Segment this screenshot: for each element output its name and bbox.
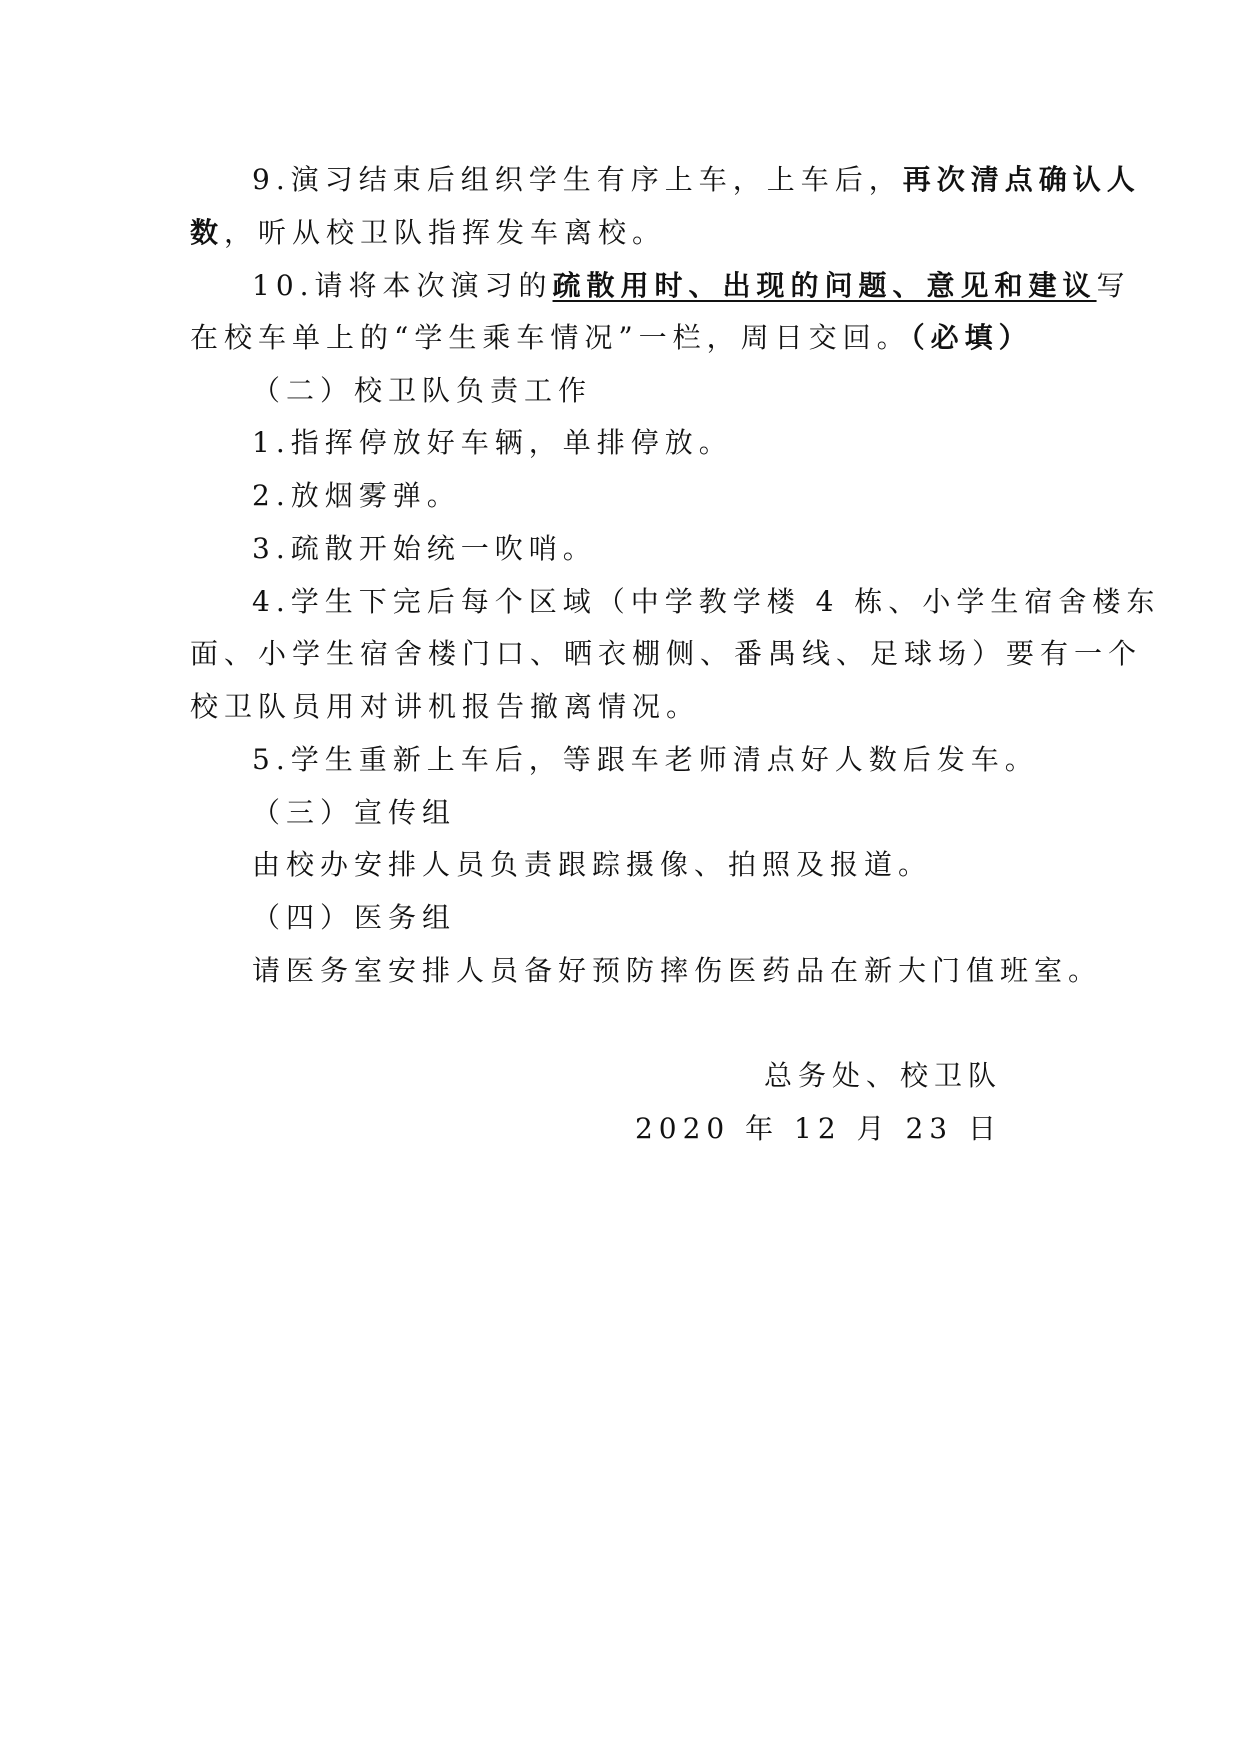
item9-bold-continued: 数 xyxy=(190,216,225,249)
section2-item5: 5.学生重新上车后，等跟车老师清点好人数后发车。 xyxy=(252,743,1039,776)
section2-item3: 3.疏散开始统一吹哨。 xyxy=(252,532,597,565)
item9-line2 xyxy=(190,213,666,253)
item10-suffix: 写 xyxy=(1096,269,1131,302)
section4-body: 请医务室安排人员备好预防摔伤医药品在新大门值班室。 xyxy=(252,954,1103,987)
item10-underlined-text: 疏散用时、出现的问题、意见和建议 xyxy=(552,269,1097,302)
item9-line1 xyxy=(252,160,1141,200)
item9-bold-text: 再次清点确认人 xyxy=(902,163,1141,196)
item10-text: 10.请将本次演习的 xyxy=(252,269,553,302)
section2-item2: 2.放烟雾弹。 xyxy=(252,479,461,512)
signature-date: 2020 年 12 月 23 日 xyxy=(634,1112,1002,1145)
section2-item4-line2: 面、小学生宿舍楼门口、晒衣棚侧、番禺线、足球场）要有一个 xyxy=(190,637,1143,670)
signature-org: 总务处、校卫队 xyxy=(763,1059,1002,1092)
section2-heading: （二）校卫队负责工作 xyxy=(252,374,593,407)
item9-suffix: ，听从校卫队指挥发车离校。 xyxy=(224,216,667,249)
item10-line2 xyxy=(190,318,1033,358)
section4-heading: （四）医务组 xyxy=(252,901,457,934)
item9-text: 9.演习结束后组织学生有序上车，上车后， xyxy=(252,163,903,196)
item10-line2-text: 在校车单上的“学生乘车情况”一栏，周日交回。 xyxy=(190,321,911,354)
section3-heading: （三）宣传组 xyxy=(252,796,457,829)
item10-line1 xyxy=(252,266,1131,306)
section2-item1: 1.指挥停放好车辆，单排停放。 xyxy=(252,426,733,459)
section2-item4-line3: 校卫队员用对讲机报告撤离情况。 xyxy=(190,690,701,723)
required-note: （必填） xyxy=(910,321,1033,354)
section2-item4-line1: 4.学生下完后每个区域（中学教学楼 4 栋、小学生宿舍楼东 xyxy=(252,585,1161,618)
section3-body: 由校办安排人员负责跟踪摄像、拍照及报道。 xyxy=(252,848,933,881)
